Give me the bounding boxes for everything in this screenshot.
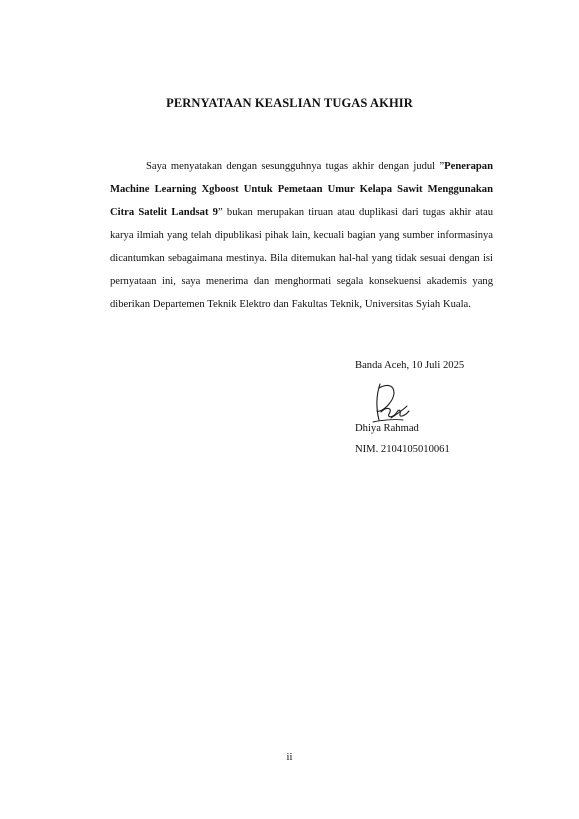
thesis-title: Penerapan Machine Learning Xgboost Untuk Pemetaan Umur Kelapa Sawit Menggunakan Citra Satelit Landsat 9 <box>110 161 493 218</box>
statement-paragraph <box>110 155 493 316</box>
statement-text-intro: Saya menyatakan dengan sesungguhnya tugas akhir dengan judul ” <box>146 161 445 172</box>
page-title: PERNYATAAN KEASLIAN TUGAS AKHIR <box>166 96 413 110</box>
signer-name: Dhiya Rahmad <box>355 423 419 434</box>
page-number: ii <box>286 752 293 763</box>
handwritten-signature <box>367 378 413 424</box>
statement-text-body: ” bukan merupakan tiruan atau duplikasi dari tugas akhir atau karya ilmiah yang telah dipublikasi pihak lain, kecuali bagian yang sumber informasinya dicantumkan sebagaimana mestinya. Bila ditemukan hal-hal yang tidak sesuai dengan isi pernyataan ini, saya menerima dan menghormati segala konsekuensi akademis yang diberikan Departemen Teknik Elektro dan Fakultas Teknik, Universitas Syiah Kuala. <box>110 207 493 310</box>
signer-nim: NIM. 2104105010061 <box>355 444 450 455</box>
place-and-date: Banda Aceh, 10 Juli 2025 <box>355 360 465 371</box>
